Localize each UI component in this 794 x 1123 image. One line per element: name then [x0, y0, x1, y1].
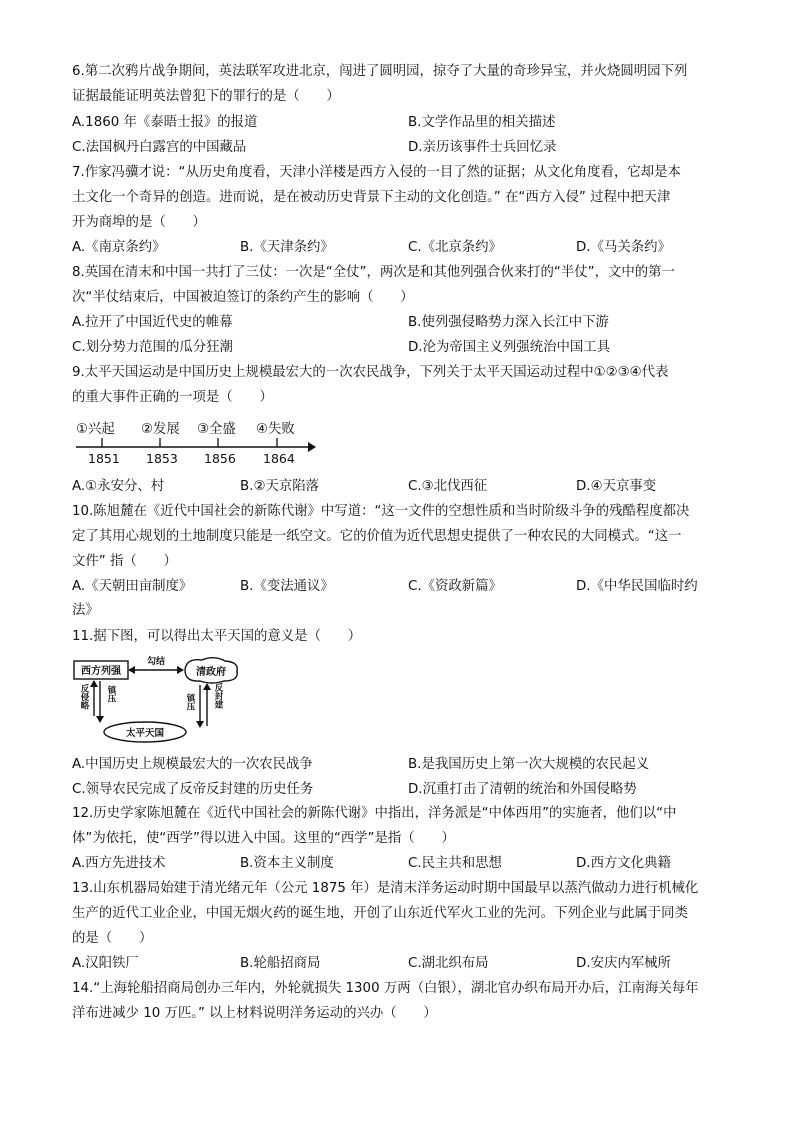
timeline-event-label: ③全盛 — [197, 422, 236, 437]
question-10-line-1: 10.陈旭麓在《近代中国社会的新陈代谢》中写道：“这一文件的空想性质和当时阶级斗争的残酷程度都决 — [72, 504, 690, 519]
collude-label: 勾结 — [146, 657, 166, 667]
arrow-up-icon — [203, 683, 211, 690]
option-d: D.《中华民国临时约 — [576, 579, 698, 594]
question-12-line-1: 12.历史学家陈旭麓在《近代中国社会的新陈代谢》中指出，洋务派是“中体西用”的实施者，他们以“中 — [72, 806, 677, 821]
timeline-event-label: ①兴起 — [76, 422, 115, 437]
option-d: D.亲历该事件士兵回忆录 — [408, 140, 557, 155]
option-c: C.民主共和思想 — [408, 856, 502, 871]
arrow-up-icon — [90, 680, 98, 687]
question-6-line-1: 6.第二次鸦片战争期间，英法联军攻进北京，闯进了圆明园，掠夺了大量的奇珍异宝，并火烧圆明园下列 — [72, 64, 688, 79]
option-d: D.西方文化典籍 — [576, 856, 671, 871]
question-6-options — [72, 113, 732, 133]
anti-feudal-label: 反封建 — [213, 683, 223, 709]
option-b: B.《天津条约》 — [240, 240, 334, 255]
question-9-options — [72, 477, 732, 497]
suppress-left-label: 镇压 — [106, 685, 116, 703]
option-c: C.《资政新篇》 — [408, 579, 502, 594]
option-a: A.中国历史上规模最宏大的一次农民战争 — [72, 757, 313, 772]
option-d: D.沦为帝国主义列强统治中国工具 — [408, 340, 611, 355]
option-c: C.划分势力范围的瓜分狂潮 — [72, 340, 233, 355]
option-b: B.使列强侵略势力深入长江中下游 — [408, 315, 609, 330]
qing-government-label: 清政府 — [196, 667, 226, 678]
arrow-right-icon — [177, 666, 184, 674]
arrow-down-icon — [96, 716, 104, 723]
question-12-line-2: 体”为依托，使“西学”得以进入中国。这里的“西学”是指（ ） — [72, 831, 455, 846]
option-a: A.西方先进技术 — [72, 856, 166, 871]
question-11-options-2 — [72, 780, 732, 800]
anti-aggression-label: 反侵略 — [79, 684, 89, 710]
suppress-right-label: 镇压 — [185, 693, 195, 711]
option-a: A.①永安分、村 — [72, 479, 165, 494]
question-9-line-2: 的重大事件正确的一项是（ ） — [72, 390, 273, 405]
question-6-options-2 — [72, 138, 732, 158]
question-13-line-3: 的是（ ） — [72, 931, 153, 946]
option-b: B.是我国历史上第一次大规模的农民起义 — [408, 757, 650, 772]
option-b: B.资本主义制度 — [240, 856, 334, 871]
question-11-options — [72, 755, 732, 775]
option-c: C.湖北织布局 — [408, 956, 489, 971]
question-12-options — [72, 854, 732, 874]
timeline-event-label: ④失败 — [256, 422, 295, 437]
question-7-line-1: 7.作家冯骥才说：“从历史角度看，天津小洋楼是西方入侵的一目了然的证据；从文化角度看，它却是本 — [72, 165, 681, 180]
question-14-line-1: 14.“上海轮船招商局创办三年内，外轮就损失 1300 万两（白银），湖北官办织布局开办后，江南海关每年 — [72, 981, 699, 996]
question-8-options — [72, 313, 732, 333]
taiping-timeline — [70, 414, 320, 468]
timeline-year: 1853 — [146, 451, 178, 466]
taiping-label: 太平天国 — [125, 728, 165, 739]
question-8-line-2: 次“半仗结束后，中国被迫签订的条约产生的影响（ ） — [72, 290, 414, 305]
option-d: D.《马关条约》 — [576, 240, 671, 255]
option-a: A.汉阳铁厂 — [72, 956, 139, 971]
question-10-line-3: 文件” 指（ ） — [72, 554, 177, 569]
option-c: C.法国枫丹白露宫的中国藏品 — [72, 140, 247, 155]
question-7-line-2: 土文化一个奇异的创造。进而说，是在被动历史背景下主动的文化创造。” 在“西方入侵” 过程中把天津 — [72, 190, 671, 205]
option-a: A.拉开了中国近代史的帷幕 — [72, 315, 233, 330]
arrow-down-icon — [196, 721, 204, 728]
option-b: B.②天京陷落 — [240, 479, 320, 494]
timeline-year: 1864 — [263, 451, 295, 466]
arrow-left-icon — [128, 666, 135, 674]
question-8-line-1: 8.英国在清末和中国一共打了三仗：一次是“全仗”，两次是和其他列强合伙来打的“半仗”，文中的第一 — [72, 265, 675, 280]
question-7-options — [72, 238, 732, 258]
option-d: D.④天京事变 — [576, 479, 657, 494]
question-10-option-d-wrap: 法》 — [72, 603, 99, 618]
question-10-line-2: 定了其用心规划的土地制度只能是一纸空文。它的价值为近代思想史提供了一种农民的大同模式。“这一 — [72, 529, 682, 544]
question-7-line-3: 开为商埠的是（ ） — [72, 215, 206, 230]
question-9-line-1: 9.太平天国运动是中国历史上规模最宏大的一次农民战争，下列关于太平天国运动过程中①②③④代表 — [72, 365, 669, 380]
option-c: C.③北伐西征 — [408, 479, 488, 494]
question-6-line-2: 证据最能证明英法曾犯下的罪行的是（ ） — [72, 89, 340, 104]
option-a: A.《天朝田亩制度》 — [72, 579, 193, 594]
option-a: A.《南京条约》 — [72, 240, 166, 255]
question-8-options-2 — [72, 338, 732, 358]
question-10-options — [72, 577, 732, 597]
question-14-line-2: 洋布进减少 10 万匹。” 以上材料说明洋务运动的兴办（ ） — [72, 1006, 437, 1021]
option-b: B.文学作品里的相关描述 — [408, 115, 556, 130]
option-c: C.《北京条约》 — [408, 240, 502, 255]
question-13-line-1: 13.山东机器局始建于清光绪元年（公元 1875 年）是清末洋务运动时期中国最早以蒸汽做动力进行机械化 — [72, 881, 699, 896]
question-13-line-2: 生产的近代工业企业，中国无烟火药的诞生地，开创了山东近代军火工业的先河。下列企业与此属于同类 — [72, 906, 688, 921]
timeline-arrow-icon — [308, 442, 316, 452]
question-13-options — [72, 954, 732, 974]
timeline-year: 1856 — [204, 451, 236, 466]
option-c: C.领导农民完成了反帝反封建的历史任务 — [72, 782, 314, 797]
timeline-event-label: ②发展 — [141, 422, 180, 437]
option-b: B.《变法通议》 — [240, 579, 334, 594]
timeline-year: 1851 — [88, 451, 120, 466]
question-11-line-1: 11.据下图，可以得出太平天国的意义是（ ） — [72, 629, 362, 644]
option-d: D.安庆内军械所 — [576, 956, 671, 971]
option-b: B.轮船招商局 — [240, 956, 321, 971]
western-powers-label: 西方列强 — [81, 666, 121, 677]
taiping-significance-diagram — [72, 654, 242, 746]
option-a: A.1860 年《泰晤士报》的报道 — [72, 115, 258, 130]
option-d: D.沉重打击了清朝的统治和外国侵略势 — [408, 782, 637, 797]
